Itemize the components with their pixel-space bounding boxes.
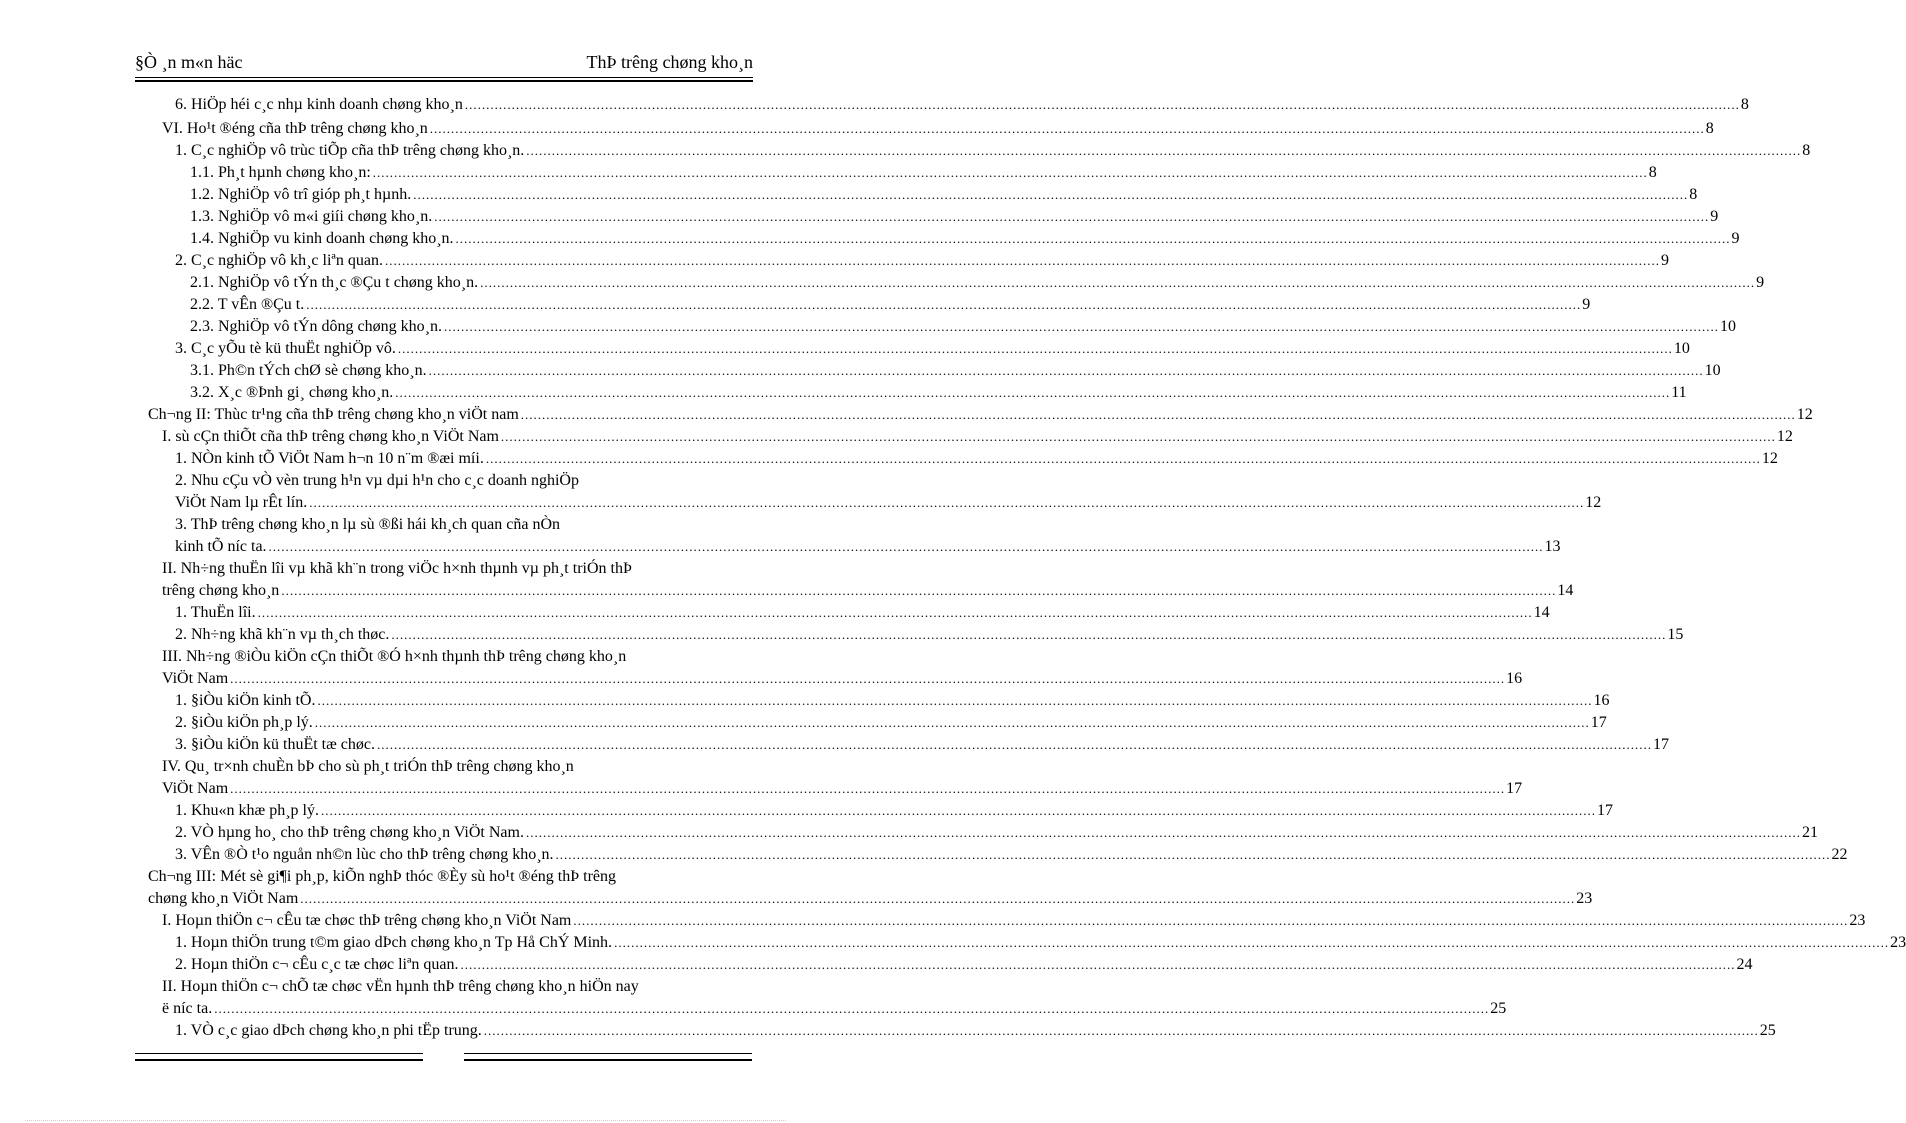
toc-leader-dots: ............................................................................................................................................................................................................................................................................................................	[321, 803, 1596, 818]
toc-leader-dots: ............................................................................................................................................................................................................................................................................................................	[376, 737, 1652, 752]
toc-leader-dots: ............................................................................................................................................................................................................................................................................................................	[309, 495, 1585, 510]
toc-leader-dots: ............................................................................................................................................................................................................................................................................................................	[480, 275, 1756, 290]
toc-leader-dots: ............................................................................................................................................................................................................................................................................................................	[300, 891, 1576, 906]
toc-entry-title: 1. NÒn kinh tÕ ViÖt Nam h¬n 10 n¨m ®æi míi.	[175, 450, 484, 467]
toc-entry-page: 25	[1759, 1022, 1776, 1039]
toc-entry-title: 2. Hoµn thiÖn c¬ cÊu c¸c tæ chøc liªn quan.	[175, 956, 459, 973]
toc-entry-title: 1. C¸c nghiÖp vô trùc tiÕp cña thÞ trêng chøng kho¸n.	[175, 142, 525, 159]
toc-entry	[0, 712, 1607, 734]
toc-entry-page: 10	[1673, 340, 1690, 357]
toc-entry-title: ViÖt Nam	[162, 670, 229, 687]
toc-entry	[0, 932, 1906, 954]
header-rule	[135, 77, 753, 78]
toc-leader-dots: ............................................................................................................................................................................................................................................................................................................	[555, 847, 1831, 862]
toc-entry-page: 8	[1648, 164, 1657, 181]
toc-leader-dots: ............................................................................................................................................................................................................................................................................................................	[268, 539, 1544, 554]
toc-entry-title: 6. HiÖp héi c¸c nhµ kinh doanh chøng kho¸n	[175, 96, 463, 113]
toc-entry	[0, 206, 1719, 228]
toc-leader-dots: ............................................................................................................................................................................................................................................................................................................	[573, 913, 1849, 928]
toc-entry-title: 3.2. X¸c ®Þnh gi¸ chøng kho¸n.	[190, 384, 394, 401]
toc-leader-dots: ............................................................................................................................................................................................................................................................................................................	[483, 1023, 1759, 1038]
toc-entry	[0, 404, 1813, 426]
toc-entry-page: 12	[1796, 406, 1813, 423]
toc-entry	[0, 382, 1687, 404]
toc-entry-page: 23	[1576, 890, 1593, 907]
toc-entry	[0, 118, 1714, 140]
toc-entry	[0, 162, 1657, 184]
toc-entry-title: Ch¬ng II: Thùc tr¹ng cña thÞ trêng chøng kho¸n viÖt nam	[148, 406, 519, 423]
toc-entry-page: 14	[1533, 604, 1550, 621]
toc-entry	[0, 140, 1811, 162]
toc-entry-title: 3. §iÒu kiÖn kü thuËt tæ chøc.	[175, 736, 375, 753]
toc-entry-title: 1. Khu«n khæ ph¸p lý.	[175, 802, 319, 819]
toc-leader-dots: ............................................................................................................................................................................................................................................................................................................	[526, 143, 1802, 158]
page-edge-dotted	[25, 1120, 786, 1121]
toc-entry-title: Ch¬ng III: Mét sè gi¶i ph¸p, kiÕn nghÞ thóc ®Èy sù ho¹t ®éng thÞ trêng	[148, 868, 617, 885]
toc-entry	[0, 294, 1591, 316]
header-rule-thick	[135, 80, 753, 82]
toc-entry	[0, 514, 816, 536]
toc-entry	[0, 910, 1866, 932]
toc-leader-dots: ............................................................................................................................................................................................................................................................................................................	[429, 121, 1705, 136]
toc-entry-page: 16	[1593, 692, 1610, 709]
toc-leader-dots: ............................................................................................................................................................................................................................................................................................................	[395, 385, 1671, 400]
toc-entry-page: 12	[1761, 450, 1778, 467]
toc-entry-title: 1. §iÒu kiÖn kinh tÕ.	[175, 692, 316, 709]
toc-entry-page: 8	[1689, 186, 1698, 203]
toc-entry	[0, 602, 1550, 624]
toc-leader-dots: ............................................................................................................................................................................................................................................................................................................	[464, 97, 1740, 112]
toc-entry-title: III. Nh÷ng ®iÒu kiÖn cÇn thiÕt ®Ó h×nh thµnh thÞ trêng chøng kho¸n	[162, 648, 627, 665]
toc-leader-dots: ............................................................................................................................................................................................................................................................................................................	[281, 583, 1557, 598]
toc-entry-title: 1. Hoµn thiÖn trung t©m giao dÞch chøng kho¸n Tp Hå ChÝ Minh.	[175, 934, 613, 951]
toc-entry	[0, 94, 1749, 116]
toc-entry-title: 3. C¸c yÕu tè kü thuËt nghiÖp vô.	[175, 340, 396, 357]
toc-leader-dots: ............................................................................................................................................................................................................................................................................................................	[428, 363, 1704, 378]
toc-entry-title: 2.1. NghiÖp vô tÝn th¸c ®Çu t chøng kho¸n.	[190, 274, 479, 291]
toc-entry-title: 1. VÒ c¸c giao dÞch chøng kho¸n phi tËp trung.	[175, 1022, 482, 1039]
toc-entry-page: 13	[1544, 538, 1561, 555]
toc-entry-title: 1. ThuËn lîi.	[175, 604, 256, 621]
header-left-title: §Ò ¸n m«n häc	[135, 52, 243, 72]
toc-entry	[0, 646, 816, 668]
toc-entry	[0, 998, 1507, 1020]
toc-entry	[0, 316, 1736, 338]
toc-entry	[0, 448, 1778, 470]
toc-entry-title: 2. C¸c nghiÖp vô kh¸c liªn quan.	[175, 252, 383, 269]
toc-entry-title: chøng kho¸n ViÖt Nam	[148, 890, 299, 907]
toc-entry-page: 12	[1776, 428, 1793, 445]
toc-leader-dots: ............................................................................................................................................................................................................................................................................................................	[306, 297, 1582, 312]
toc-entry-page: 21	[1801, 824, 1818, 841]
toc-entry-page: 8	[1705, 120, 1714, 137]
toc-leader-dots: ............................................................................................................................................................................................................................................................................................................	[230, 781, 1506, 796]
toc-entry-title: 1.1. Ph¸t hµnh chøng kho¸n:	[190, 164, 371, 181]
toc-entry-title: 2.3. NghiÖp vô tÝn dông chøng kho¸n.	[190, 318, 442, 335]
footer-rule-left	[135, 1053, 423, 1061]
toc-entry	[0, 756, 816, 778]
toc-entry-title: 3.1. Ph©n tÝch chØ sè chøng kho¸n.	[190, 362, 427, 379]
toc-entry	[0, 844, 1848, 866]
toc-entry	[0, 1020, 1776, 1042]
toc-entry	[0, 800, 1613, 822]
toc-entry-page: 25	[1490, 1000, 1507, 1017]
toc-leader-dots: ............................................................................................................................................................................................................................................................................................................	[443, 319, 1719, 334]
toc-entry-title: 1.3. NghiÖp vô m«i giíi chøng kho¸n.	[190, 208, 433, 225]
toc-entry-title: ViÖt Nam	[162, 780, 229, 797]
toc-leader-dots: ............................................................................................................................................................................................................................................................................................................	[317, 693, 1593, 708]
toc-entry-title: 3. ThÞ trêng chøng kho¸n lµ sù ®ßi hái kh¸ch quan cña nÒn	[175, 516, 561, 533]
toc-entry	[0, 250, 1669, 272]
toc-entry-page: 8	[1802, 142, 1811, 159]
toc-entry-page: 14	[1557, 582, 1574, 599]
toc-leader-dots: ............................................................................................................................................................................................................................................................................................................	[230, 671, 1506, 686]
toc-entry	[0, 360, 1721, 382]
toc-entry-title: ë níc ta.	[162, 1000, 213, 1017]
toc-leader-dots: ............................................................................................................................................................................................................................................................................................................	[460, 957, 1736, 972]
toc-entry-page: 17	[1506, 780, 1523, 797]
toc-entry	[0, 536, 1561, 558]
toc-entry	[0, 624, 1684, 646]
toc-entry-page: 12	[1585, 494, 1602, 511]
toc-entry-title: 2. Nh÷ng khã kh¨n vµ th¸ch thøc.	[175, 626, 390, 643]
toc-entry-page: 15	[1667, 626, 1684, 643]
toc-entry-page: 9	[1582, 296, 1591, 313]
toc-leader-dots: ............................................................................................................................................................................................................................................................................................................	[314, 715, 1590, 730]
toc-leader-dots: ............................................................................................................................................................................................................................................................................................................	[413, 187, 1689, 202]
toc-entry-title: 2. VÒ hµng ho¸ cho thÞ trêng chøng kho¸n ViÖt Nam.	[175, 824, 524, 841]
toc-entry-title: kinh tÕ níc ta.	[175, 538, 267, 555]
toc-leader-dots: ............................................................................................................................................................................................................................................................................................................	[214, 1001, 1490, 1016]
toc-entry	[0, 272, 1765, 294]
toc-entry-page: 24	[1736, 956, 1753, 973]
toc-leader-dots: ............................................................................................................................................................................................................................................................................................................	[455, 231, 1731, 246]
toc-entry-title: 2.2. T vÊn ®Çu t.	[190, 296, 305, 313]
toc-entry-title: II. Hoµn thiÖn c¬ chÕ tæ chøc vËn hµnh thÞ trêng chøng kho¸n hiÖn nay	[162, 978, 639, 995]
toc-entry-page: 23	[1890, 934, 1906, 951]
toc-entry-title: 2. Nhu cÇu vÒ vèn trung h¹n vµ dµi h¹n cho c¸c doanh nghiÖp	[175, 472, 579, 489]
toc-entry-title: I. Hoµn thiÖn c¬ cÊu tæ chøc thÞ trêng chøng kho¸n ViÖt Nam	[162, 912, 572, 929]
toc-entry	[0, 778, 1523, 800]
toc-leader-dots: ............................................................................................................................................................................................................................................................................................................	[525, 825, 1801, 840]
toc-entry	[0, 954, 1753, 976]
toc-entry	[0, 558, 816, 580]
page-header	[135, 48, 753, 78]
toc-entry-page: 23	[1849, 912, 1866, 929]
toc-entry-page: 17	[1590, 714, 1607, 731]
toc-entry-title: 2. §iÒu kiÖn ph¸p lý.	[175, 714, 313, 731]
toc-entry	[0, 734, 1669, 756]
toc-entry-title: ViÖt Nam lµ rÊt lín.	[175, 494, 308, 511]
toc-entry	[0, 426, 1793, 448]
toc-leader-dots: ............................................................................................................................................................................................................................................................................................................	[391, 627, 1667, 642]
toc-entry-page: 11	[1671, 384, 1687, 401]
toc-entry	[0, 888, 1593, 910]
header-right-title: ThÞ trêng chøng kho¸n	[586, 52, 753, 72]
toc-leader-dots: ............................................................................................................................................................................................................................................................................................................	[257, 605, 1533, 620]
toc-entry	[0, 822, 1818, 844]
toc-entry-page: 17	[1652, 736, 1669, 753]
toc-entry	[0, 228, 1740, 250]
toc-entry-title: II. Nh÷ng thuËn lîi vµ khã kh¨n trong viÖc h×nh thµnh vµ ph¸t triÓn thÞ	[162, 560, 632, 577]
toc-entry-title: IV. Qu¸ tr×nh chuÈn bÞ cho sù ph¸t triÓn thÞ trêng chøng kho¸n	[162, 758, 574, 775]
toc-entry-page: 9	[1710, 208, 1719, 225]
toc-entry	[0, 492, 1602, 514]
toc-leader-dots: ............................................................................................................................................................................................................................................................................................................	[500, 429, 1776, 444]
toc-entry-title: VI. Ho¹t ®éng cña thÞ trêng chøng kho¸n	[162, 120, 428, 137]
toc-entry-page: 10	[1704, 362, 1721, 379]
toc-entry-page: 9	[1756, 274, 1765, 291]
toc-entry	[0, 470, 816, 492]
toc-entry-title: 3. VÊn ®Ò t¹o nguån nh©n lùc cho thÞ trêng chøng kho¸n.	[175, 846, 554, 863]
toc-leader-dots: ............................................................................................................................................................................................................................................................................................................	[614, 935, 1890, 950]
toc-entry-page: 9	[1731, 230, 1740, 247]
toc-leader-dots: ............................................................................................................................................................................................................................................................................................................	[520, 407, 1796, 422]
toc-entry-page: 8	[1740, 96, 1749, 113]
toc-leader-dots: ............................................................................................................................................................................................................................................................................................................	[485, 451, 1761, 466]
toc-entry-page: 16	[1506, 670, 1523, 687]
toc-entry-title: trêng chøng kho¸n	[162, 582, 280, 599]
toc-entry	[0, 690, 1610, 712]
toc-entry	[0, 866, 816, 888]
toc-leader-dots: ............................................................................................................................................................................................................................................................................................................	[434, 209, 1710, 224]
toc-entry-page: 9	[1660, 252, 1669, 269]
toc-entry	[0, 184, 1698, 206]
toc-leader-dots: ............................................................................................................................................................................................................................................................................................................	[384, 253, 1660, 268]
toc-entry	[0, 668, 1523, 690]
toc-entry	[0, 580, 1574, 602]
toc-entry-page: 10	[1719, 318, 1736, 335]
toc-leader-dots: ............................................................................................................................................................................................................................................................................................................	[397, 341, 1673, 356]
toc-entry-page: 22	[1831, 846, 1848, 863]
toc-entry	[0, 976, 816, 998]
toc-entry-title: I. sù cÇn thiÕt cña thÞ trêng chøng kho¸n ViÖt Nam	[162, 428, 499, 445]
toc-leader-dots: ............................................................................................................................................................................................................................................................................................................	[372, 165, 1648, 180]
toc-entry-page: 17	[1597, 802, 1613, 819]
footer-rule-right	[464, 1053, 752, 1061]
toc-entry-title: 1.2. NghiÖp vô trî gióp ph¸t hµnh.	[190, 186, 412, 203]
toc-entry-title: 1.4. NghiÖp vu kinh doanh chøng kho¸n.	[190, 230, 454, 247]
toc-entry	[0, 338, 1690, 360]
